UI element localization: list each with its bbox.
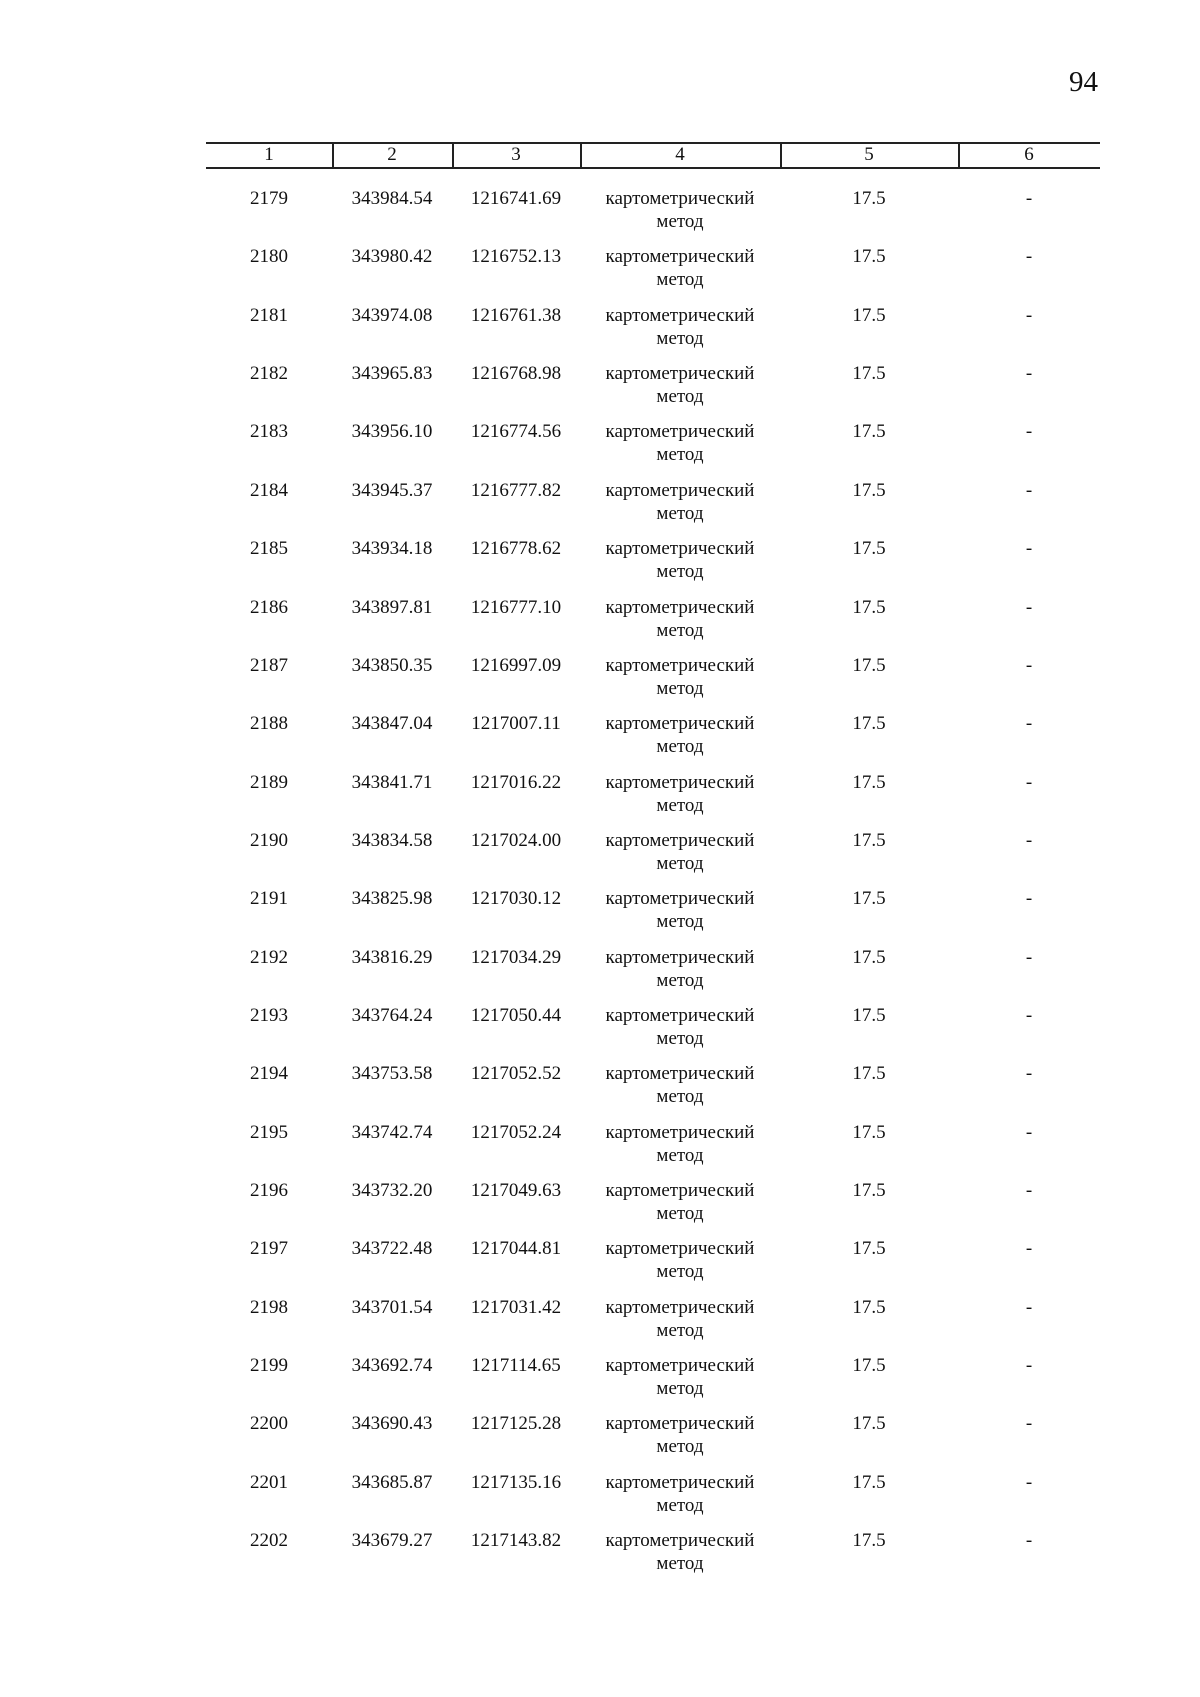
coordinate-x: 343980.42 [351,246,433,268]
table-row [0,1529,1200,1587]
table-row [0,887,1200,945]
point-number: 2192 [250,946,288,968]
page-number: 94 [1069,66,1098,98]
accuracy-value: 17.5 [852,946,886,968]
point-number: 2201 [250,1471,288,1493]
method-cell [580,479,780,525]
method-line-2: метод [656,444,704,466]
coordinate-y: 1217034.29 [470,946,562,968]
method-line-2: метод [656,561,704,583]
method-line-1: картометрический [605,1004,755,1026]
note-value: - [1025,1121,1033,1143]
method-line-1: картометрический [605,771,755,793]
table-row [0,420,1200,478]
method-cell [580,887,780,933]
coordinate-y: 1216777.82 [470,479,562,501]
note-value: - [1025,654,1033,676]
accuracy-value: 17.5 [852,1530,886,1551]
method-line-1: картометрический [605,1180,755,1201]
table-row [0,362,1200,420]
accuracy-value: 17.5 [852,363,886,385]
point-number: 2190 [250,829,288,851]
table-row [0,1412,1200,1470]
note-value: - [1025,1530,1033,1551]
accuracy-value: 17.5 [852,596,886,618]
method-cell [580,1412,780,1458]
method-cell [580,829,780,875]
table-row [0,771,1200,829]
coordinate-y: 1217050.44 [470,1004,562,1026]
point-number: 2198 [250,1296,288,1318]
table-row [0,187,1200,245]
note-value: - [1025,771,1033,793]
point-number: 2197 [250,1238,288,1260]
note-value: - [1025,1180,1033,1201]
table-row [0,1062,1200,1120]
method-cell [580,1121,780,1167]
coordinate-y: 1216741.69 [470,188,562,209]
table-row [0,1471,1200,1529]
note-value: - [1025,188,1033,209]
table-row [0,304,1200,362]
method-line-1: картометрический [605,304,755,326]
note-value: - [1025,1238,1033,1260]
method-line-1: картометрический [605,1355,755,1376]
accuracy-value: 17.5 [852,1355,886,1376]
coordinate-x: 343965.83 [351,363,433,385]
method-line-2: метод [656,1494,704,1516]
coordinate-x: 343679.27 [351,1530,433,1551]
coordinate-x: 343816.29 [351,946,433,968]
coordinate-x: 343685.87 [351,1471,433,1493]
method-line-2: метод [656,1261,704,1283]
method-cell [580,1471,780,1517]
note-value: - [1025,363,1033,385]
coordinate-x: 343945.37 [351,479,433,501]
method-line-2: метод [656,794,704,816]
method-line-1: картометрический [605,246,755,268]
coordinate-x: 343722.48 [351,1238,433,1260]
method-line-1: картометрический [605,888,755,910]
accuracy-value: 17.5 [852,1180,886,1201]
table-row [0,245,1200,303]
table-row [0,479,1200,537]
header-col-4: 4 [675,144,685,165]
method-line-1: картометрический [605,946,755,968]
note-value: - [1025,1471,1033,1493]
method-line-1: картометрический [605,1530,755,1551]
method-line-1: картометрический [605,1238,755,1260]
method-cell [580,1354,780,1400]
table-row [0,596,1200,654]
point-number: 2187 [250,654,288,676]
coordinate-y: 1216752.13 [470,246,562,268]
method-cell [580,654,780,700]
point-number: 2179 [250,188,288,209]
coordinate-y: 1217007.11 [471,713,561,735]
method-cell [580,362,780,408]
coordinate-x: 343984.54 [351,188,433,209]
method-line-2: метод [656,502,704,524]
method-line-1: картометрический [605,421,755,443]
header-col-5: 5 [864,144,874,165]
coordinate-x: 343732.20 [351,1180,433,1201]
point-number: 2200 [250,1413,288,1435]
coordinate-x: 343825.98 [351,888,433,910]
table-row [0,1004,1200,1062]
method-cell [580,1237,780,1283]
table-row [0,1296,1200,1354]
coordinate-x: 343692.74 [351,1355,433,1376]
accuracy-value: 17.5 [852,246,886,268]
accuracy-value: 17.5 [852,1471,886,1493]
method-line-1: картометрический [605,654,755,676]
point-number: 2188 [250,713,288,735]
note-value: - [1025,1004,1033,1026]
method-line-1: картометрический [605,1063,755,1085]
table-row [0,537,1200,595]
coordinate-x: 343850.35 [351,654,433,676]
method-line-2: метод [656,327,704,349]
method-line-1: картометрический [605,188,755,209]
point-number: 2191 [250,888,288,910]
table-row [0,946,1200,1004]
note-value: - [1025,421,1033,443]
coordinate-y: 1217024.00 [470,829,562,851]
coordinate-y: 1217125.28 [470,1413,562,1435]
method-line-1: картометрический [605,829,755,851]
coordinate-x: 343701.54 [351,1296,433,1318]
coordinate-x: 343897.81 [351,596,433,618]
method-line-2: метод [656,211,704,232]
note-value: - [1025,946,1033,968]
method-cell [580,420,780,466]
accuracy-value: 17.5 [852,713,886,735]
point-number: 2184 [250,479,288,501]
note-value: - [1025,829,1033,851]
table-row [0,1237,1200,1295]
method-cell [580,304,780,350]
accuracy-value: 17.5 [852,421,886,443]
note-value: - [1025,888,1033,910]
method-line-1: картометрический [605,1296,755,1318]
table-row [0,1121,1200,1179]
method-line-1: картометрический [605,713,755,735]
method-line-2: метод [656,619,704,641]
point-number: 2193 [250,1004,288,1026]
method-line-2: метод [656,1319,704,1341]
method-line-1: картометрический [605,538,755,560]
table-row [0,1354,1200,1412]
method-line-2: метод [656,852,704,874]
coordinate-y: 1217052.24 [470,1121,562,1143]
table-row [0,654,1200,712]
point-number: 2181 [250,304,288,326]
accuracy-value: 17.5 [852,1238,886,1260]
point-number: 2180 [250,246,288,268]
coordinate-y: 1216777.10 [470,596,562,618]
coordinate-y: 1216768.98 [470,363,562,385]
note-value: - [1025,596,1033,618]
method-line-2: метод [656,1027,704,1049]
note-value: - [1025,538,1033,560]
coordinate-x: 343847.04 [351,713,433,735]
point-number: 2183 [250,421,288,443]
method-cell [580,1179,780,1225]
method-line-2: метод [656,269,704,291]
method-line-1: картометрический [605,479,755,501]
method-line-2: метод [656,911,704,933]
accuracy-value: 17.5 [852,1413,886,1435]
table-row [0,1179,1200,1237]
accuracy-value: 17.5 [852,654,886,676]
accuracy-value: 17.5 [852,479,886,501]
coordinate-y: 1217030.12 [470,888,562,910]
coordinate-y: 1216997.09 [470,654,562,676]
method-line-2: метод [656,969,704,991]
accuracy-value: 17.5 [852,1121,886,1143]
note-value: - [1025,479,1033,501]
accuracy-value: 17.5 [852,771,886,793]
coordinate-y: 1217143.82 [470,1530,562,1551]
accuracy-value: 17.5 [852,829,886,851]
point-number: 2195 [250,1121,288,1143]
method-cell [580,1296,780,1342]
accuracy-value: 17.5 [852,1063,886,1085]
point-number: 2185 [250,538,288,560]
method-cell [580,712,780,758]
note-value: - [1025,1355,1033,1376]
coordinate-x: 343753.58 [351,1063,433,1085]
method-line-2: метод [656,1086,704,1108]
coordinate-y: 1217135.16 [470,1471,562,1493]
table-row [0,829,1200,887]
point-number: 2182 [250,363,288,385]
accuracy-value: 17.5 [852,1004,886,1026]
method-line-2: метод [656,677,704,699]
coordinate-y: 1216778.62 [470,538,562,560]
point-number: 2199 [250,1355,288,1376]
note-value: - [1025,1413,1033,1435]
method-cell [580,1062,780,1108]
method-line-2: метод [656,386,704,408]
accuracy-value: 17.5 [852,538,886,560]
note-value: - [1025,304,1033,326]
method-line-1: картометрический [605,1413,755,1435]
coordinate-y: 1216761.38 [470,304,562,326]
method-cell [580,1529,780,1575]
note-value: - [1025,1063,1033,1085]
method-line-1: картометрический [605,1121,755,1143]
coordinate-x: 343934.18 [351,538,433,560]
coordinate-y: 1217114.65 [471,1355,561,1376]
coordinate-y: 1217052.52 [470,1063,562,1085]
method-cell [580,596,780,642]
coordinate-x: 343974.08 [351,304,433,326]
note-value: - [1025,246,1033,268]
method-cell [580,1004,780,1050]
accuracy-value: 17.5 [852,1296,886,1318]
coordinate-y: 1217049.63 [470,1180,562,1201]
coordinate-x: 343834.58 [351,829,433,851]
coordinate-y: 1217044.81 [470,1238,562,1260]
method-cell [580,187,780,233]
header-col-3: 3 [511,144,521,165]
header-bottom-rule [206,167,1100,169]
accuracy-value: 17.5 [852,304,886,326]
point-number: 2186 [250,596,288,618]
header-col-6: 6 [1024,144,1034,165]
header-col-1: 1 [264,144,274,165]
point-number: 2194 [250,1063,288,1085]
method-cell [580,946,780,992]
accuracy-value: 17.5 [852,188,886,209]
method-line-2: метод [656,1436,704,1458]
point-number: 2202 [250,1530,288,1551]
coordinate-x: 343742.74 [351,1121,433,1143]
method-line-2: метод [656,1203,704,1224]
coordinate-x: 343764.24 [351,1004,433,1026]
method-cell [580,537,780,583]
accuracy-value: 17.5 [852,888,886,910]
method-cell [580,771,780,817]
coordinate-y: 1217031.42 [470,1296,562,1318]
method-line-2: метод [656,736,704,758]
method-line-1: картометрический [605,1471,755,1493]
note-value: - [1025,1296,1033,1318]
coordinate-x: 343956.10 [351,421,433,443]
coordinate-x: 343841.71 [351,771,433,793]
coordinate-y: 1217016.22 [470,771,562,793]
point-number: 2189 [250,771,288,793]
method-cell [580,245,780,291]
method-line-1: картометрический [605,363,755,385]
method-line-1: картометрический [605,596,755,618]
method-line-2: метод [656,1553,704,1574]
method-line-2: метод [656,1144,704,1166]
header-col-2: 2 [387,144,397,165]
method-line-2: метод [656,1378,704,1399]
point-number: 2196 [250,1180,288,1201]
table-row [0,712,1200,770]
coordinate-x: 343690.43 [351,1413,433,1435]
coordinate-y: 1216774.56 [470,421,562,443]
note-value: - [1025,713,1033,735]
